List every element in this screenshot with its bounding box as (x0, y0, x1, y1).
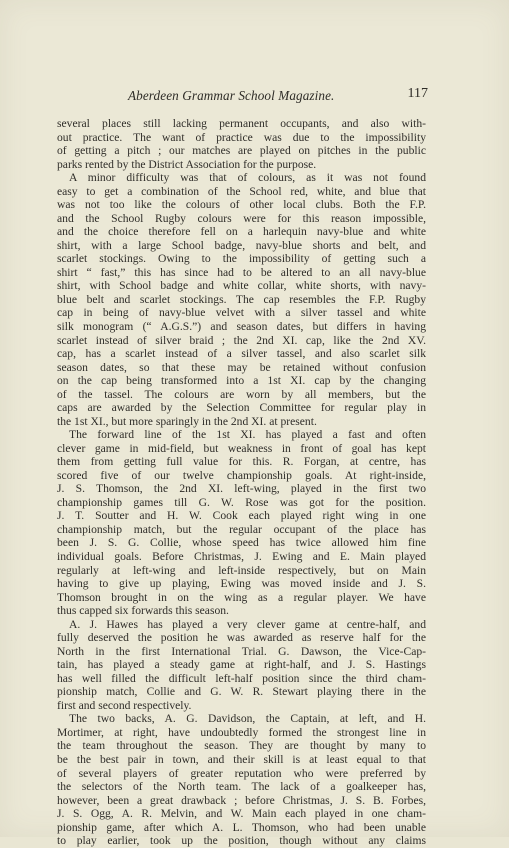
text-line: championship match, but the regular occupant of the place has (57, 522, 426, 536)
text-line: cap in being of navy-blue velvet with a silver tassel and white (57, 306, 426, 320)
text-line: parks rented by the District Association for the purpose. (57, 157, 317, 171)
text-line: was not too like the colours of other local clubs. Both the F.P. (57, 198, 426, 212)
text-line: A minor difficulty was that of colours, as it was not found (69, 171, 426, 185)
text-line: A. J. Hawes has played a very clever game at centre-half, and (69, 617, 426, 631)
text-line: J. S. Thomson, the 2nd XI. left-wing, played in the first two (57, 482, 426, 496)
text-line: cap, has a scarlet instead of a silver tassel, and also scarlet silk (57, 347, 426, 361)
text-line: having to give up playing, Ewing was moved inside and J. S. (57, 577, 426, 591)
text-line: regularly at left-wing and left-inside respectively, but on Main (57, 563, 426, 577)
text-line: The forward line of the 1st XI. has played a fast and often (69, 428, 426, 442)
text-line: The two backs, A. G. Davidson, the Captain, at left, and H. (69, 712, 426, 726)
text-line: shirt, with a large School badge, navy-blue shorts and belt, and (57, 238, 426, 252)
running-head (70, 88, 428, 106)
page-number: 117 (407, 86, 428, 101)
text-line: clever game in mid-field, but weakness in front of goal has kept (57, 441, 426, 455)
text-line: been J. S. G. Collie, whose speed has twice allowed him fine (57, 536, 426, 550)
text-line: North in the first International Trial. G. Dawson, the Vice-Cap- (57, 644, 426, 658)
running-title: Aberdeen Grammar School Magazine. (128, 88, 335, 103)
text-line: out practice. The want of practice was due to the impossibility (57, 130, 426, 144)
text-line: pionship game, after which A. L. Thomson, who had been unable (57, 820, 426, 834)
text-line: the 1st XI., but more sparingly in the 2nd XI. at present. (57, 414, 317, 428)
text-line: thus capped six forwards this season. (57, 604, 229, 618)
text-line: shirt “ fast,” this has since had to be altered to an all navy-blue (57, 265, 426, 279)
text-line: easy to get a combination of the School red, white, and blue that (57, 184, 426, 198)
text-line: pionship match, Collie and G. W. R. Stewart playing there in the (57, 685, 426, 699)
text-line: season dates, so that these may be retained without confusion (57, 360, 426, 374)
text-line: championship games till G. W. Rose was got for the position. (57, 495, 426, 509)
text-line: on the cap being transformed into a 1st XI. cap by the changing (57, 374, 426, 388)
text-line: silk monogram (“ A.G.S.”) and season dates, but differs in having (57, 319, 426, 333)
text-line: of getting a pitch ; our matches are played on pitches in the public (57, 144, 426, 158)
text-line: fully deserved the position he was awarded as reserve half for the (57, 631, 426, 645)
text-line: and the choice therefore fell on a harlequin navy-blue and white (57, 225, 426, 239)
text-line: caps are awarded by the Selection Committee for regular play in (57, 401, 426, 415)
text-line: tain, has played a steady game at right-half, and J. S. Hastings (57, 658, 426, 672)
text-line: be the best pair in town, and their skill is at least equal to that (57, 752, 426, 766)
text-line: first and second respectively. (57, 698, 192, 712)
text-line: J. T. Soutter and H. W. Cook each played right wing in one (57, 509, 426, 523)
text-line: them from getting full value for this. R. Forgan, at centre, has (57, 455, 426, 469)
text-line: blue belt and scarlet stockings. The cap resembles the F.P. Rugby (57, 292, 426, 306)
text-line: Mortimer, at right, have undoubtedly formed the strongest line in (57, 725, 426, 739)
text-line: shirt, with School badge and white collar, white shorts, with navy- (57, 279, 426, 293)
text-line: and the School Rugby colours were for this reason impossible, (57, 211, 426, 225)
body-text (57, 117, 426, 848)
text-line: however, been a great drawback ; before Christmas, J. S. B. Forbes, (57, 793, 426, 807)
text-line: scarlet instead of silver braid ; the 2nd XI. cap, like the 2nd XV. (57, 333, 426, 347)
text-line: individual goals. Before Christmas, J. Ewing and E. Main played (57, 550, 426, 563)
text-line: Thomson brought in on the wing as a regular player. We have (57, 590, 426, 604)
text-line: the selectors of the North team. The lack of a goalkeeper has, (57, 780, 426, 794)
text-line: has well filled the difficult left-half position since the third cham- (57, 671, 426, 685)
text-line: the team throughout the season. They are thought by many to (57, 739, 426, 753)
text-line: several places still lacking permanent occupants, and also with- (57, 117, 426, 130)
text-line: to play earlier, took up the position, though without any claims (57, 834, 426, 848)
text-line: of the tassel. The colours are worn by all members, but the (57, 387, 426, 401)
text-line: of several players of greater reputation who were preferred by (57, 766, 426, 780)
text-line: scored five of our twelve championship goals. At right-inside, (57, 468, 426, 482)
text-line: scarlet stockings. Owing to the impossibility of getting such a (57, 252, 426, 266)
text-line: J. S. Ogg, A. R. Melvin, and W. Main each played in one cham- (57, 807, 426, 821)
